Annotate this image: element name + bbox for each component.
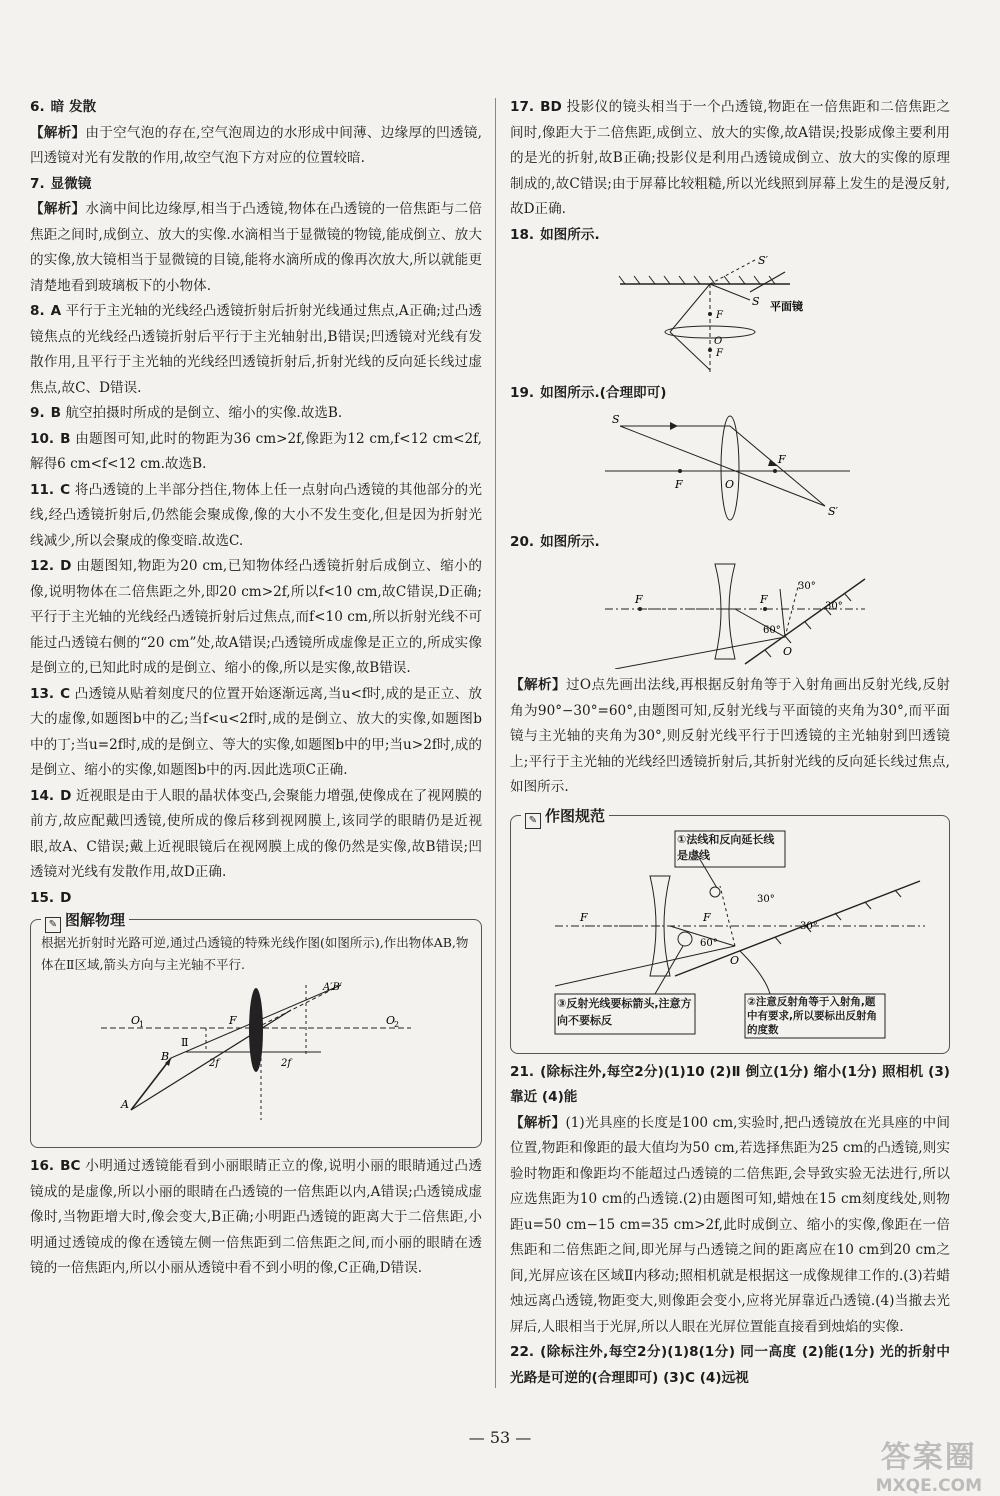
answer: 显微镜 <box>50 175 92 192</box>
answer: D <box>60 889 72 906</box>
guifan-angle-60: 60° <box>700 937 718 949</box>
answer: BD <box>540 99 562 115</box>
o1-sub: 1 <box>139 1020 145 1029</box>
o1-label: O <box>131 1014 141 1027</box>
fig19-o: O <box>725 477 735 491</box>
twof-right: 2f <box>281 1058 292 1069</box>
answer: A <box>50 303 62 319</box>
watermark-url: MXQE.COM <box>875 1476 982 1496</box>
f-label: F <box>229 1014 237 1027</box>
answer: C <box>60 481 71 498</box>
explanation-text: 由于空气泡的存在,空气泡周边的水形成中间薄、边缘厚的凹透镜,凹透镜对光有发散的作用,故空气泡下方对应的位置较暗. <box>30 124 483 166</box>
explanation-text: 投影仪的镜头相当于一个凸透镜,物距在一倍焦距和二倍焦距之间时,像距大于二倍焦距,成倒立、放大的实像,故A错误;投影成像主要利用的是光的折射,故B正确;投影仪是利用凸透镜成倒立、放大的实像的原理制成的,故C错误;由于屏幕比较粗糙,所以光线照到屏幕上发生的是漫反射,故D正确. <box>510 99 950 217</box>
left-item <box>30 478 482 555</box>
book-icon: ✎ <box>45 917 61 933</box>
note1-text: ①法线和反向延长线是虚线 <box>677 832 775 862</box>
twof-left: 2f <box>209 1058 220 1069</box>
note2-text: ②注意反射角等于入射角,题中有要求,所以要标出反射角的度数 <box>747 995 877 1036</box>
fig20-f-left: F <box>635 593 643 606</box>
fig20-angle-30-lower: 30° <box>825 601 843 612</box>
fig19-f-right: F <box>778 452 786 466</box>
explanation-text: 由题图知,物距为20 cm,已知物体经凸透镜折射后成倒立、缩小的像,说明物体在二倍焦距之外,即20 cm>2f,所以f<10 cm,故C错误,D正确;平行于主光轴的光线经凸透镜折射后过焦点,而f<10 cm,所以折射光线不可能过凸透镜右侧的“20 cm”处,故A错误;凸透镜所成虚像是正立的,所成实像是倒立的,已知此时成的是倒立、缩小的像,所以是实像,故B错误. <box>30 558 482 676</box>
left-item <box>30 401 482 427</box>
fig19-f-left: F <box>675 477 683 491</box>
fig18-f-top: F <box>716 310 723 321</box>
guifan-angle-30-lower: 30° <box>800 920 818 932</box>
explanation-text: 平行于主光轴的光线经凸透镜折射后折射光线通过焦点,A正确;过凸透镜焦点的光线经凸透镜折射后平行于主光轴射出,B错误;凹透镜对光线有发散作用,且平行于主光轴的光线经凹透镜折射后,折射光线的反向延长线过虚焦点,故C、D错误. <box>30 303 482 396</box>
explanation-text: 将凸透镜的上半部分挡住,物体上任一点射向凸透镜的其他部分的光线,经凸透镜折射后,仍然能会聚成像,像的大小不发生变化,但是因为折射光线减少,所以会聚成的像变暗.故选C. <box>30 481 482 549</box>
guifan-f-right: F <box>703 910 711 924</box>
tujie-text: 根据光折射时光路可逆,通过凸透镜的特殊光线作图(如图所示),作出物体AB,物体在Ⅱ区域,箭头方向与主光轴不平行. <box>41 935 469 972</box>
left-item <box>30 95 482 172</box>
right-items <box>510 95 950 248</box>
fig20-diagram <box>585 559 875 669</box>
region-ii-label: Ⅱ <box>181 1036 189 1049</box>
page-number: — 53 — <box>468 1428 532 1447</box>
tujie-diagram <box>91 980 421 1135</box>
question-number: 16. <box>30 1158 55 1174</box>
left-column <box>30 95 482 1282</box>
fig18-o: O <box>714 336 723 347</box>
explanation-text: 由题图可知,此时的物距为36 cm>2f,像距为12 cm,f<12 cm<2f,解得6 cm<f<12 cm.故选B. <box>30 430 482 472</box>
answer: 如图所示. <box>540 226 600 243</box>
guifan-box <box>510 806 950 1054</box>
question-number: 7. <box>30 175 45 192</box>
question-number: 17. <box>510 99 535 115</box>
right-item <box>510 223 950 249</box>
guifan-angle-30-upper: 30° <box>757 893 775 905</box>
watermark <box>876 1432 982 1496</box>
explanation-text: 近视眼是由于人眼的晶状体变凸,会聚能力增强,使像成在了视网膜的前方,故应配戴凹透镜,使所成的像后移到视网膜上,该同学的眼睛仍是近视眼,故A、C错误;戴上近视眼镜后在视网膜上成的像仍然是实像,故B错误;凹透镜对光线有发散作用,故D正确. <box>30 787 482 880</box>
answer: 暗 发散 <box>50 99 97 115</box>
guifan-f-left: F <box>580 910 588 924</box>
q19: 19. 如图所示.(合理即可) <box>510 385 667 401</box>
fig19-diagram <box>600 411 860 526</box>
q21-analysis: 【解析】(1)光具座的长度是100 cm,实验时,把凸透镜放在光具座的中间位置,物距和像距的最大值均为50 cm,若选择焦距为25 cm的凸透镜,则实验时物距和像距均不能超过凸透镜的二倍焦距,会导致实验无法进行,所以应选焦距为10 cm的凸透镜.(2)由题图可知,蜡烛在15 cm刻度线处,则物距u=50 cm−15 cm=35 cm>2f,此时成倒立、缩小的实像,像距在一倍焦距和二倍焦距之间,即光屏与凸透镜之间的距离应在10 cm到20 cm之间,光屏应该在区域Ⅱ内移动;照相机就是根据这一成像规律工作的.(3)若蜡烛远离凸透镜,物距变大,则像距会变小,应将光屏靠近凸透镜.(4)当撤去光屏后,人眼相当于光屏,所以人眼在光屏位置能直接看到烛焰的实像. <box>510 1114 951 1335</box>
guifan-diagram <box>525 826 935 1041</box>
question-number: 14. <box>30 787 55 804</box>
explanation-text: 小明通过透镜能看到小丽眼睛正立的像,说明小丽的眼睛通过凸透镜成的是虚像,所以小丽的眼睛在凸透镜的一倍焦距以内,A错误;凸透镜成虚像时,当物距增大时,像会变大,B正确;小明距凸透镜的距离大于二倍焦距,小明通过透镜成的像在透镜左侧一倍焦距到二倍焦距之间,而小丽的眼睛在透镜的一倍焦距内,所以小丽从透镜中看不到小明的像,C正确,D错误. <box>30 1158 482 1276</box>
fig19-s-prime: S′ <box>828 504 839 518</box>
left-items <box>30 95 482 911</box>
right-column <box>510 95 950 1391</box>
guifan-title: ✎ 作图规范 <box>521 804 609 830</box>
explanation-text: 水滴中间比边缘厚,相当于凸透镜,物体在凸透镜的一倍焦距与二倍焦距之间时,成倒立、放大的实像.水滴相当于显微镜的物镜,能成倒立、放大的实像,放大镜相当于显微镜的目镜,能将水滴所成的像再次放大,所以就能更清楚地看到玻璃板下的小物体. <box>30 201 483 294</box>
answer: BC <box>60 1158 81 1174</box>
o2-label: O <box>386 1014 396 1027</box>
fig18-s: S <box>752 295 760 308</box>
left-item <box>30 1154 482 1282</box>
answer: B <box>50 405 61 421</box>
left-item <box>30 784 482 886</box>
fig20-angle-30-upper: 30° <box>798 581 816 592</box>
question-number: 6. <box>30 99 45 115</box>
o2-sub: 2 <box>394 1020 400 1029</box>
b-label: B <box>161 1050 170 1063</box>
answer: B <box>60 430 71 447</box>
pencil-icon: ✎ <box>525 813 541 829</box>
fig18-s-prime: S′ <box>758 254 769 267</box>
question-number: 15. <box>30 889 55 906</box>
q20-analysis: 【解析】过O点先画出法线,再根据反射角等于入射角画出反射光线,反射角为90°−30°=60°,由题图可知,反射光线与平面镜的夹角为30°,而平面镜与主光轴的夹角为30°,则反射光线平行于凹透镜的主光轴射到凹透镜上;平行于主光轴的光线经凹透镜折射后,其折射光线的反向延长线过焦点,如图所示. <box>510 677 951 795</box>
fig20-o: O <box>783 645 793 658</box>
fig18-mirror-label: 平面镜 <box>770 300 803 313</box>
right-item <box>510 95 950 223</box>
left-item <box>30 427 482 478</box>
left-item <box>30 299 482 401</box>
answer: D <box>60 558 72 574</box>
question-number: 8. <box>30 303 45 319</box>
a-label: A <box>121 1098 129 1111</box>
left-item <box>30 682 482 784</box>
ab-image-label: A′B′ <box>323 982 343 993</box>
column-divider <box>495 98 496 1388</box>
left-item <box>30 554 482 682</box>
question-number: 18. <box>510 226 535 243</box>
question-number: 10. <box>30 430 55 447</box>
tujie-box <box>30 911 482 1148</box>
guifan-o: O <box>730 953 740 967</box>
answer: D <box>60 787 72 804</box>
question-number: 11. <box>30 481 55 498</box>
watermark-logo-text: 答案圈 <box>880 1440 977 1475</box>
fig18-f-bottom: F <box>716 348 723 359</box>
fig20-f-right: F <box>760 593 768 606</box>
fig18-diagram <box>610 252 850 377</box>
q22: 22. (除标注外,每空2分)(1)8(1分) 同一高度 (2)能(1分) 光的折射中光路是可逆的(合理即可) (3)C (4)远视 <box>510 1344 950 1386</box>
left-item <box>30 172 482 300</box>
explanation-text: 凸透镜从贴着刻度尺的位置开始逐渐远离,当u<f时,成的是正立、放大的虚像,如题图b中的乙;当f<u<2f时,成的是倒立、放大的实像,如题图b中的丁;当u=2f时,成的是倒立、等大的实像,如题图b中的甲;当u>2f时,成的是倒立、缩小的实像,如题图b中的丙.因此选项C正确. <box>30 685 482 778</box>
answer: C <box>60 685 71 702</box>
note3-text: ③反射光线要标箭头,注意方向不要标反 <box>557 996 692 1027</box>
q21: 21. (除标注外,每空2分)(1)10 (2)Ⅱ 倒立(1分) 缩小(1分) 照相机 (3)靠近 (4)能 <box>510 1063 950 1105</box>
left-after-items <box>30 1154 482 1282</box>
question-number: 13. <box>30 685 55 702</box>
q20: 20. 如图所示. <box>510 533 600 550</box>
fig20-angle-60: 60° <box>763 625 781 636</box>
question-number: 9. <box>30 405 45 421</box>
question-number: 12. <box>30 558 55 574</box>
analysis-tag: 【解析】 <box>30 124 86 141</box>
tujie-title: ✎ 图解物理 <box>41 908 129 934</box>
analysis-tag: 【解析】 <box>30 201 86 217</box>
explanation-text: 航空拍摄时所成的是倒立、缩小的实像.故选B. <box>65 405 343 421</box>
fig19-s: S <box>612 412 620 426</box>
